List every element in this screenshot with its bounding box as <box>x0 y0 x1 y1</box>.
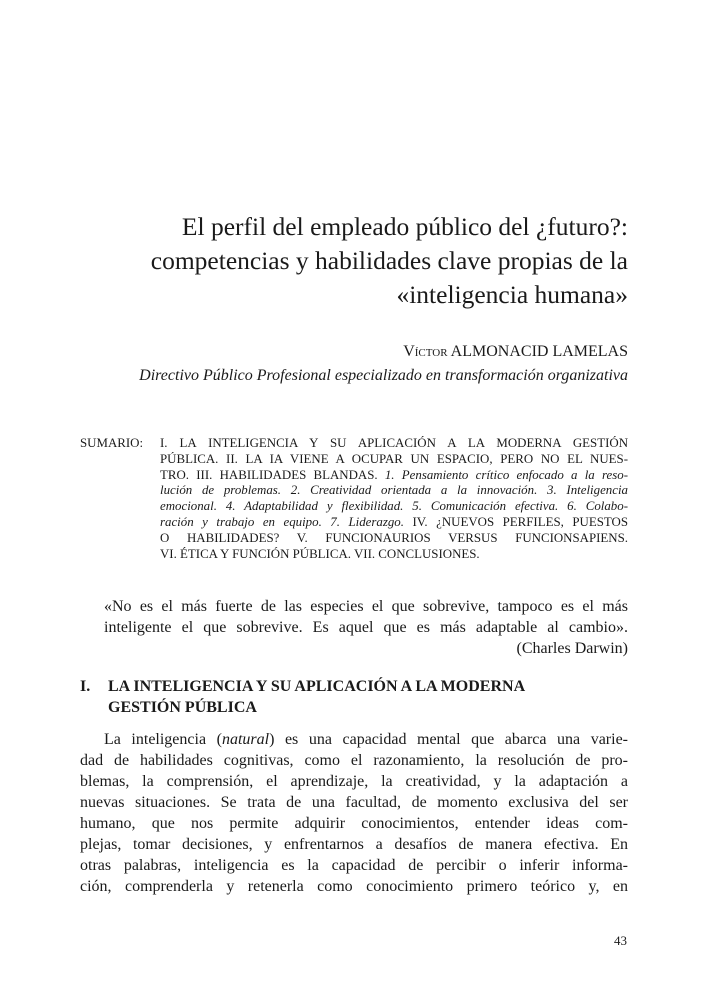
summary-line <box>160 436 628 451</box>
article-title <box>68 210 628 312</box>
summary-line <box>160 468 628 483</box>
summary-line <box>160 499 628 514</box>
quote-attribution: (Charles Darwin) <box>516 640 628 657</box>
section-heading <box>80 676 628 718</box>
author-last-name: ALMONACID LAMELAS <box>450 343 628 360</box>
body-line <box>80 834 628 855</box>
page-number: 43 <box>614 933 627 948</box>
summary-text: TRO. III. HABILIDADES BLANDAS. <box>160 467 385 482</box>
body-text: ción, comprenderla y retenerla como conocimiento primero teórico y, en <box>80 878 628 895</box>
body-text: humano, que nos permite adquirir conocimientos, entender ideas com- <box>80 815 628 832</box>
body-text: natural <box>221 731 270 748</box>
body-text: La inteligencia ( <box>104 731 222 748</box>
summary-text: 1. Pensamiento crítico enfocado a la reso- <box>384 467 628 482</box>
body-line <box>80 729 628 750</box>
summary-line <box>160 452 628 467</box>
body-line <box>80 876 628 897</box>
body-text: plejas, tomar decisiones, y enfrentarnos a desafíos de manera efectiva. En <box>80 836 628 853</box>
title-line: «inteligencia humana» <box>396 280 628 309</box>
author-first-name: Víctor <box>403 343 448 360</box>
summary-text: ración y trabajo en equipo. 7. Liderazgo. <box>160 515 413 529</box>
summary-label: SUMARIO: <box>80 436 144 450</box>
summary-line <box>160 547 628 562</box>
body-line <box>80 771 628 792</box>
summary-text: I. LA INTELIGENCIA Y SU APLICACIÓN A LA MODERNA GESTIÓN <box>160 436 628 450</box>
body-line <box>80 750 628 771</box>
body-text: nuevas situaciones. Se trata de una facultad, de momento exclusiva del ser <box>80 794 628 811</box>
summary-line <box>160 483 628 498</box>
body-text: ) es una capacidad mental que abarca una varie- <box>269 731 628 748</box>
quote-line: «No es el más fuerte de las especies el que sobrevive, tampoco es el más <box>104 598 628 615</box>
body-paragraph <box>80 729 628 897</box>
body-text: dad de habilidades cognitivas, como el razonamiento, la resolución de pro- <box>80 752 628 769</box>
author-affiliation: Directivo Público Profesional especializado en transformación organizativa <box>139 367 628 384</box>
body-line <box>80 792 628 813</box>
title-line: El perfil del empleado público del ¿futuro?: <box>181 212 628 241</box>
summary-text: lución de problemas. 2. Creatividad orientada a la innovación. 3. Inteligencia <box>160 483 628 498</box>
summary-line <box>160 531 628 546</box>
quote-line: inteligente el que sobrevive. Es aquel que es más adaptable al cambio». <box>104 619 628 636</box>
summary-text: PÚBLICA. II. LA IA VIENE A OCUPAR UN ESPACIO, PERO NO EL NUES- <box>160 451 628 466</box>
body-line <box>80 855 628 876</box>
summary-text: IV. ¿NUEVOS PERFILES, PUESTOS <box>412 515 629 529</box>
summary-text: emocional. 4. Adaptabilidad y flexibilidad. 5. Comunicación efectiva. 6. Colabo- <box>160 499 628 514</box>
body-line <box>80 813 628 834</box>
title-line: competencias y habilidades clave propias de la <box>150 246 628 275</box>
section-heading-line: GESTIÓN PÚBLICA <box>108 699 257 716</box>
body-text: blemas, la comprensión, el aprendizaje, la creatividad, y la adaptación a <box>80 773 628 790</box>
summary-line <box>160 515 628 530</box>
summary-text: O HABILIDADES? V. FUNCIONAURIOS VERSUS FUNCIONSAPIENS. <box>160 530 628 545</box>
epigraph-quote <box>104 596 628 659</box>
author-name <box>403 343 628 361</box>
body-text: otras palabras, inteligencia es la capacidad de percibir o inferir informa- <box>80 857 628 874</box>
section-heading-line: LA INTELIGENCIA Y SU APLICACIÓN A LA MODERNA <box>108 678 526 695</box>
section-number: I. <box>80 678 91 695</box>
summary-text: VI. ÉTICA Y FUNCIÓN PÚBLICA. VII. CONCLUSIONES. <box>160 546 480 561</box>
